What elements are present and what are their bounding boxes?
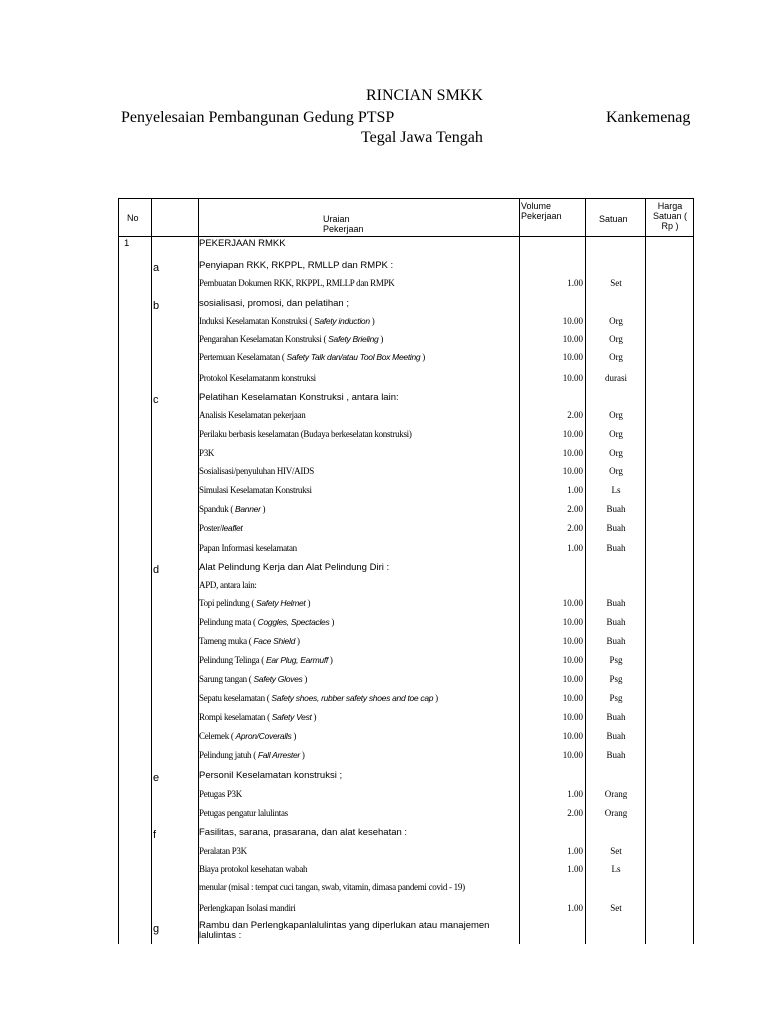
row-letter: c — [153, 394, 159, 406]
row-volume: 1.00 — [567, 864, 583, 874]
row-unit: Org — [609, 334, 623, 344]
row-volume: 10.00 — [562, 352, 583, 362]
row-volume: 2.00 — [567, 808, 583, 818]
row-volume: 1.00 — [567, 278, 583, 288]
row-unit: Org — [609, 448, 623, 458]
row-unit: Psg — [609, 655, 623, 665]
row-description: Pelindung Telinga ( Ear Plug, Earmuff ) — [199, 655, 333, 665]
row-description: Celemek ( Apron/Coveralls ) — [199, 731, 297, 741]
row-description: Fasilitas, sarana, prasarana, dan alat kesehatan : — [199, 827, 408, 838]
row-description: Pertemuan Keselamatan ( Safety Talk dan/atau Tool Box Meeting ) — [199, 352, 425, 362]
row-volume: 1.00 — [567, 485, 583, 495]
row-volume: 2.00 — [567, 410, 583, 420]
row-volume: 2.00 — [567, 523, 583, 533]
row-description: Papan Informasi keselamatan — [199, 543, 297, 553]
row-description: Topi pelindung ( Safety Helmet ) — [199, 598, 311, 608]
row-unit: Org — [609, 410, 623, 420]
row-description: Poster/leaflet — [199, 523, 243, 533]
row-description: sosialisasi, promosi, dan pelatihan ; — [199, 298, 349, 309]
row-description: Sosialisasi/penyuluhan HIV/AIDS — [199, 466, 314, 476]
row-description: Petugas P3K — [199, 789, 242, 799]
row-description: Perilaku berbasis keselamatan (Budaya berkeselatan konstruksi) — [199, 429, 412, 439]
row-description: Pelatihan Keselamatan Konstruksi , antara lain: — [199, 392, 399, 403]
row-description: Alat Pelindung Kerja dan Alat Pelindung Diri : — [199, 562, 390, 573]
row-description: APD, antara lain: — [199, 580, 257, 590]
row-unit: Buah — [606, 712, 626, 722]
row-description: P3K — [199, 448, 215, 458]
row-unit: Psg — [609, 693, 623, 703]
row-unit: Psg — [609, 674, 623, 684]
row-unit: Set — [610, 846, 622, 856]
row-description: Biaya protokol kesehatan wabah — [199, 864, 308, 874]
row-volume: 10.00 — [562, 617, 583, 627]
row-description: Pelindung jatuh ( Fall Arrester ) — [199, 750, 305, 760]
row-unit: Org — [609, 352, 623, 362]
row-description: Analisis Keselamatan pekerjaan — [199, 410, 306, 420]
row-unit: Buah — [606, 636, 626, 646]
row-unit: Orang — [604, 789, 628, 799]
row-unit: Buah — [606, 543, 626, 553]
row-description: Simulasi Keselamatan Konstruksi — [199, 485, 312, 495]
row-letter: g — [153, 923, 160, 935]
row-volume: 1.00 — [567, 846, 583, 856]
col-header-uraian: Uraian Pekerjaan — [323, 214, 364, 234]
row-volume: 10.00 — [562, 466, 583, 476]
row-volume: 10.00 — [562, 316, 583, 326]
row-description: Protokol Keselamatanm konstruksi — [199, 373, 316, 383]
col-header-no: No — [127, 213, 139, 223]
row-unit: durasi — [605, 373, 627, 383]
row-description: PEKERJAAN RMKK — [199, 238, 286, 249]
row-unit: Buah — [606, 504, 626, 514]
row-volume: 10.00 — [562, 693, 583, 703]
row-unit: Set — [610, 903, 622, 913]
row-unit: Buah — [606, 731, 626, 741]
row-letter: f — [153, 829, 157, 841]
row-description: Rambu dan Perlengkapanlalulintas yang diperlukan atau manajemen lalulintas : — [199, 920, 490, 941]
row-volume: 10.00 — [562, 655, 583, 665]
col-header-satuan: Satuan — [599, 214, 628, 224]
row-volume: 10.00 — [562, 712, 583, 722]
row-unit: Org — [609, 466, 623, 476]
row-volume: 10.00 — [562, 750, 583, 760]
row-volume: 1.00 — [567, 789, 583, 799]
row-unit: Set — [610, 278, 622, 288]
row-unit: Buah — [606, 617, 626, 627]
row-description: Induksi Keselamatan Konstruksi ( Safety induction ) — [199, 316, 375, 326]
row-volume: 10.00 — [562, 674, 583, 684]
row-volume: 10.00 — [562, 429, 583, 439]
row-unit: Ls — [611, 864, 621, 874]
row-unit: Org — [609, 316, 623, 326]
document-subtitle-right: Kankemenag — [606, 109, 691, 126]
row-description: Pengarahan Keselamatan Konstruksi ( Safety Brieling ) — [199, 334, 384, 344]
row-description: Pelindung mata ( Coggles, Spectacles ) — [199, 617, 335, 627]
row-description: Tameng muka ( Face Shield ) — [199, 636, 300, 646]
row-volume: 10.00 — [562, 334, 583, 344]
row-description: Personil Keselamatan konstruksi ; — [199, 770, 343, 781]
row-letter: e — [153, 772, 160, 784]
row-description: Peralatan P3K — [199, 846, 247, 856]
row-description: Sarung tangan ( Safety Gloves ) — [199, 674, 308, 684]
row-volume: 10.00 — [562, 448, 583, 458]
row-letter: a — [153, 262, 160, 274]
document-location: Tegal Jawa Tengah — [361, 129, 483, 146]
row-volume: 1.00 — [567, 543, 583, 553]
row-unit: Buah — [606, 750, 626, 760]
col-header-harga: Harga Satuan ( Rp ) — [652, 201, 688, 231]
row-description: menular (misal : tempat cuci tangan, swab, vitamin, dimasa pandemi covid - 19) — [199, 882, 465, 892]
row-volume: 1.00 — [567, 903, 583, 913]
row-unit: Buah — [606, 598, 626, 608]
row-volume: 10.00 — [562, 373, 583, 383]
document-subtitle: Penyelesaian Pembangunan Gedung PTSP — [121, 109, 395, 126]
row-unit: Ls — [611, 485, 621, 495]
row-description: Sepatu keselamatan ( Safety shoes, rubber safety shoes and toe cap ) — [199, 693, 438, 703]
row-number: 1 — [124, 238, 130, 249]
row-description: Petugas pengatur lalulintas — [199, 808, 288, 818]
row-unit: Buah — [606, 523, 626, 533]
row-letter: b — [153, 300, 160, 312]
row-description: Perlengkapan Isolasi mandiri — [199, 903, 296, 913]
col-header-volume: Volume Pekerjaan — [521, 201, 562, 221]
row-description: Spanduk ( Banner ) — [199, 504, 266, 514]
row-description: Penyiapan RKK, RKPPL, RMLLP dan RMPK : — [199, 260, 394, 271]
row-unit: Orang — [604, 808, 628, 818]
document-title: RINCIAN SMKK — [366, 87, 483, 104]
row-description: Rompi keselamatan ( Safety Vest ) — [199, 712, 317, 722]
row-volume: 2.00 — [567, 504, 583, 514]
row-volume: 10.00 — [562, 731, 583, 741]
row-letter: d — [153, 564, 160, 576]
row-volume: 10.00 — [562, 598, 583, 608]
row-volume: 10.00 — [562, 636, 583, 646]
row-description: Pembuatan Dokumen RKK, RKPPL, RMLLP dan RMPK — [199, 278, 395, 288]
row-unit: Org — [609, 429, 623, 439]
